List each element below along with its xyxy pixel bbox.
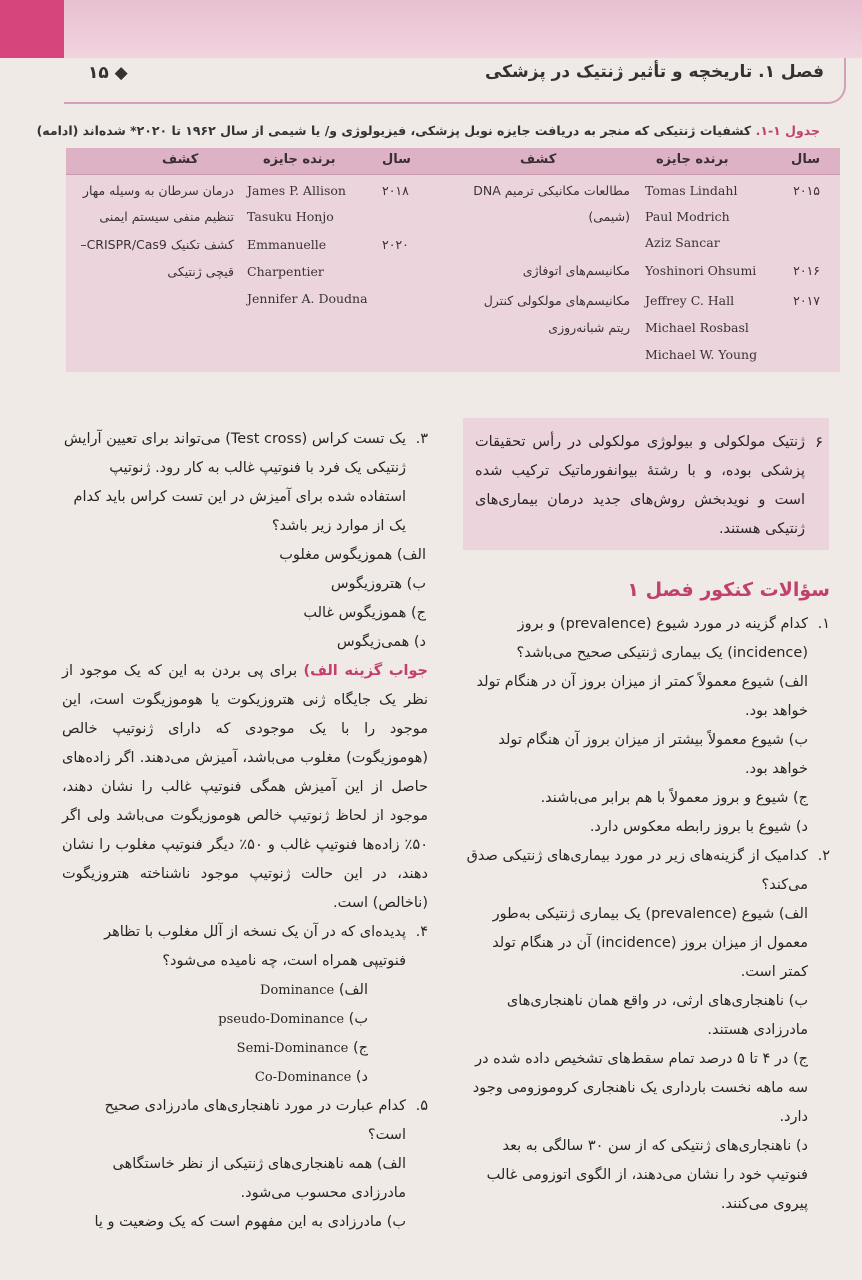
winner-doudna: Jennifer A. Doudna xyxy=(247,291,368,306)
option-a: الف) شیوع (prevalence) یک بیماری ژنتیکی به‌طور معمول از میزان بروز (incidence) آن در هنگام تولد کمتر است. xyxy=(492,906,808,980)
discovery-circadian-2: ریتم شبانه‌روزی xyxy=(548,320,630,335)
winner-modrich: Paul Modrich xyxy=(645,209,730,224)
winner-ohsumi: Yoshinori Ohsumi xyxy=(645,263,757,278)
option-label: ب) xyxy=(344,1011,368,1027)
question-number: ۴. xyxy=(415,924,428,940)
winner-allison: James P. Allison xyxy=(247,183,346,198)
option-b: ب) هتروزیگوس xyxy=(330,576,426,592)
year-2016: ۲۰۱۶ xyxy=(793,263,820,278)
option-d: د) همی‌زیگوس xyxy=(336,634,426,650)
table-caption xyxy=(36,123,820,138)
questions-left-column xyxy=(62,425,428,1237)
header-discovery-left: کشف xyxy=(162,152,199,167)
question-4 xyxy=(62,918,428,976)
option-b: ب) ناهنجاری‌های ارثی، در واقع همان ناهنجاری‌های مادرزادی هستند. xyxy=(506,993,808,1038)
answer-text: برای پی بردن به این که یک موجود از نظر یک جایگاه ژنی هتروزیکوت یا هوموزیگوت است، این موجود را با یک موجودی که دارای ژنوتیپ خالص (هوموزیگوت) مغلوب می‌باشد، آمیزش می‌دهند. اگر زاده‌های حاصل از این آمیزش همگی فنوتیپ غالب را نشان دهند، موجود از لحاظ ژنوتیپ خالص هوموزیگوت می‌باشد ولی اگر ۵۰٪ زاده‌ها فنوتیپ غالب و ۵۰٪ دیگر فنوتیپ مغلوب را نشان دهند، در این حالت ژنوتیپ موجود ناشناخته هتروزیگوت (ناخالص) است. xyxy=(62,663,428,911)
option-label: ج) xyxy=(348,1040,368,1056)
winner-honjo: Tasuku Honjo xyxy=(247,209,334,224)
option-label: الف) xyxy=(334,982,368,998)
header-discovery-right: کشف xyxy=(520,152,557,167)
winner-rosbasl: Michael Rosbasl xyxy=(645,320,749,335)
nobel-table xyxy=(66,148,840,372)
option-c: ج) در ۴ تا ۵ درصد تمام سقط‌های تشخیص داده شده در سه ماهه نخست بارداری یک ناهنجاری کروموزومی وجود دارد. xyxy=(472,1051,808,1125)
option-b: ب) مادرزادی به این مفهوم است که یک وضعیت و یا xyxy=(94,1214,406,1230)
table-header-row xyxy=(66,148,840,175)
header-accent xyxy=(0,0,64,58)
option-a xyxy=(62,976,428,1005)
table-caption-label: جدول ۱-۱. xyxy=(755,123,820,138)
option-value: Dominance xyxy=(260,983,335,998)
option-a: الف) شیوع معمولاً کمتر از میزان بروز آن در هنگام تولد خواهد بود. xyxy=(476,674,808,719)
question-number: ۱. xyxy=(817,616,830,632)
option-b: ب) شیوع معمولاً بیشتر از میزان بروز آن هنگام تولد خواهد بود. xyxy=(498,732,808,777)
question-number: ۵. xyxy=(415,1098,428,1114)
header-band xyxy=(0,0,862,58)
year-2018: ۲۰۱۸ xyxy=(382,183,409,198)
discovery-chemistry: (شیمی) xyxy=(588,209,630,224)
discovery-crispr-2: قیچی ژنتیکی xyxy=(167,264,234,279)
winner-sancar: Aziz Sancar xyxy=(645,235,720,250)
discovery-dna-repair: مطالعات مکانیکی ترمیم DNA xyxy=(473,183,630,198)
chapter-title: فصل ۱. تاریخچه و تأثیر ژنتیک در پزشکی xyxy=(484,62,824,82)
discovery-autophagy: مکانیسم‌های اتوفاژی xyxy=(522,263,630,278)
option-value: pseudo-Dominance xyxy=(218,1012,345,1027)
discovery-crispr: کشف تکنیک CRISPR/Cas9– xyxy=(80,237,234,252)
question-5 xyxy=(62,1092,428,1150)
option-b xyxy=(62,1005,428,1034)
table-caption-text: کشفیات ژنتیکی که منجر به دریافت جایزه نوبل پزشکی، فیزیولوژی و/ یا شیمی از سال ۱۹۶۲ تا ۲۰۲۰* شده‌اند (ادامه) xyxy=(36,123,756,138)
header-year-right: سال xyxy=(791,152,820,167)
option-value: Co-Dominance xyxy=(254,1070,352,1085)
question-text: یک تست کراس (Test cross) می‌تواند برای تعیین آرایش ژنتیکی یک فرد با فنوتیپ غالب به کار رود. ژنوتیپ استفاده شده برای آمیزش در این تست کراس باید کدام یک از موارد زیر باشد؟ xyxy=(63,431,406,534)
question-number: ۲. xyxy=(817,848,830,864)
answer-label: جواب گزینه الف) xyxy=(303,663,428,679)
question-number: ۳. xyxy=(415,431,428,447)
option-a: الف) همه ناهنجاری‌های ژنتیکی از نظر خاستگاهی مادرزادی محسوب می‌شود. xyxy=(112,1156,406,1201)
year-2017: ۲۰۱۷ xyxy=(793,293,820,308)
option-label: د) xyxy=(351,1069,368,1085)
option-value: Semi-Dominance xyxy=(236,1041,349,1056)
header-year-left: سال xyxy=(382,152,411,167)
option-d xyxy=(62,1063,428,1092)
option-c xyxy=(62,1034,428,1063)
option-a: الف) هموزیگوس مغلوب xyxy=(279,547,426,563)
question-text: کدامیک از گزینه‌های زیر در مورد بیماری‌های ژنتیکی صدق می‌کند؟ xyxy=(466,848,808,893)
question-3 xyxy=(62,425,428,541)
winner-charpentier-2: Charpentier xyxy=(247,264,324,279)
discovery-cancer-therapy: درمان سرطان به وسیله مهار xyxy=(82,183,234,198)
questions-right-column xyxy=(462,572,830,1219)
option-d: د) ناهنجاری‌های ژنتیکی که از سن ۳۰ سالگی به بعد فنوتیپ خود را نشان می‌دهند، از الگوی اتوزومی غالب پیروی می‌کنند. xyxy=(486,1138,808,1212)
year-2020: ۲۰۲۰ xyxy=(382,237,409,252)
question-1 xyxy=(462,610,830,668)
discovery-cancer-therapy-2: تنظیم منفی سیستم ایمنی xyxy=(99,209,234,224)
option-c: ج) هموزیگوس غالب xyxy=(303,605,426,621)
question-text: کدام گزینه در مورد شیوع (prevalence) و بروز (incidence) یک بیماری ژنتیکی صحیح می‌باشد؟ xyxy=(516,616,808,661)
summary-bullet-box xyxy=(463,418,829,550)
bullet-number: ۶ xyxy=(814,433,823,451)
discovery-circadian: مکانیسم‌های مولکولی کنترل xyxy=(483,293,630,308)
section-title: سؤالات کنکور فصل ۱ xyxy=(627,579,830,601)
header-winner-right: برنده جایزه xyxy=(656,152,729,167)
winner-lindahl: Tomas Lindahl xyxy=(645,183,738,198)
question-2 xyxy=(462,842,830,900)
winner-hall: Jeffrey C. Hall xyxy=(645,293,735,308)
bullet-text: ژنتیک مولکولی و بیولوژی مولکولی در رأس تحقیقات پزشکی بوده، و با رشتهٔ بیوانفورماتیک ترکیب شده است و نویدبخش روش‌های جدید درمان بیماری‌های ژنتیکی هستند. xyxy=(475,434,805,537)
option-d: د) شیوع با بروز رابطه معکوس دارد. xyxy=(589,819,808,835)
page-number: ۱۵ ◆ xyxy=(88,63,128,83)
year-2015: ۲۰۱۵ xyxy=(793,183,820,198)
question-text: پدیده‌ای که در آن یک نسخه از آلل مغلوب با تظاهر فنوتیپی همراه است، چه نامیده می‌شود؟ xyxy=(104,924,406,969)
question-text: کدام عبارت در مورد ناهنجاری‌های مادرزادی صحیح است؟ xyxy=(104,1098,406,1143)
answer-paragraph xyxy=(62,657,428,918)
winner-young: Michael W. Young xyxy=(645,347,758,362)
header-winner-left: برنده جایزه xyxy=(263,152,336,167)
winner-charpentier-1: Emmanuelle xyxy=(247,237,327,252)
option-c: ج) شیوع و بروز معمولاً با هم برابر می‌باشند. xyxy=(540,790,808,806)
